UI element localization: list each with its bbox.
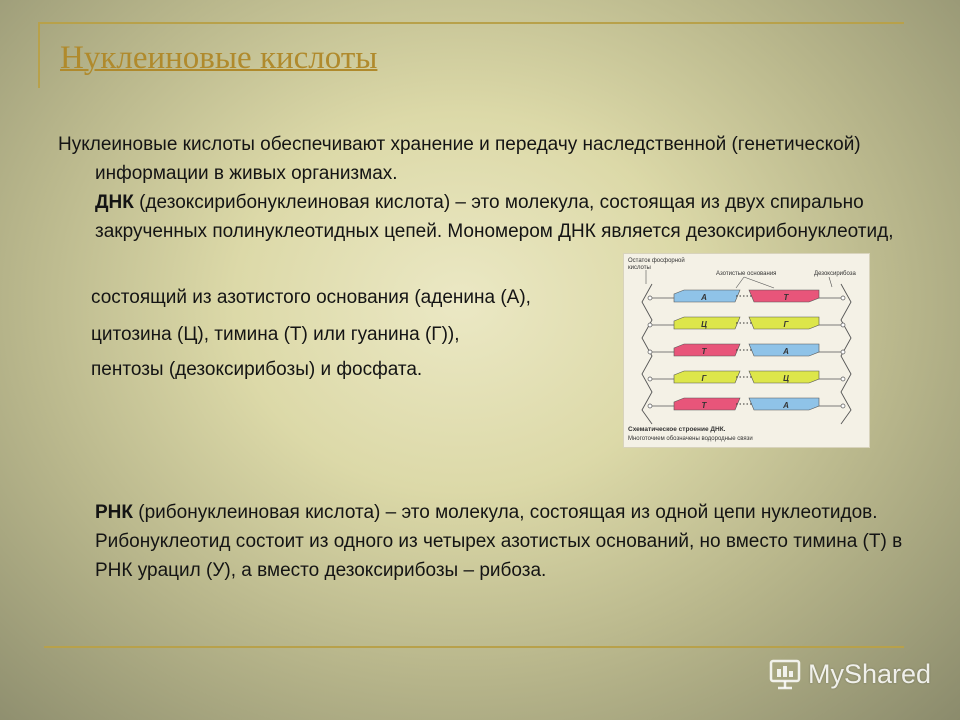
watermark-text: MyShared <box>808 658 932 689</box>
phosphate-right <box>841 323 845 327</box>
phosphate-right <box>841 404 845 408</box>
base-left-letter: Г <box>701 374 707 383</box>
label-deoxyribose: Дезоксирибоза <box>814 271 856 277</box>
phosphate-left <box>648 296 652 300</box>
pointer-base-right <box>744 277 774 288</box>
base-left <box>674 398 740 410</box>
caption-line1: Схематическое строение ДНК. <box>628 426 726 433</box>
base-right-letter: А <box>783 401 789 410</box>
rna-label: РНК <box>95 502 133 523</box>
base-left <box>674 317 740 329</box>
paragraph-rna <box>95 498 915 585</box>
bottom-rule <box>44 646 904 648</box>
dna-text: (дезоксирибонуклеиновая кислота) – это молекула, состоящая из двух спирально закрученных полинуклеотидных цепей. Мономером ДНК является дезоксирибонуклеотид, <box>95 192 894 242</box>
dna-diagram-svg <box>624 254 869 447</box>
base-left <box>674 290 740 302</box>
base-left-letter: Т <box>701 401 707 410</box>
pointer-sugar <box>829 277 832 287</box>
base-right-letter: Г <box>783 320 789 329</box>
base-left-letter: А <box>701 293 707 302</box>
presentation-icon <box>768 657 802 691</box>
line-bases-list: цитозина (Ц), тимина (Т) или гуанина (Г)), <box>91 324 460 345</box>
phosphate-left <box>648 377 652 381</box>
phosphate-right <box>841 350 845 354</box>
left-rule <box>38 22 40 88</box>
pointer-base-left <box>736 277 744 288</box>
base-left-letter: Т <box>701 347 707 356</box>
base-left <box>674 371 740 383</box>
base-left <box>674 344 740 356</box>
intro-text: Нуклеиновые кислоты обеспечивают хранение и передачу наследственной (генетической) информации в живых организмах. <box>58 134 861 184</box>
label-phosphate-line2: кислоты <box>628 265 651 271</box>
top-rule <box>38 22 904 24</box>
line-pentose: пентозы (дезоксирибозы) и фосфата. <box>91 359 423 380</box>
paragraph-nucleic-acids <box>58 130 935 246</box>
label-nitrogen-bases: Азотистые основания <box>716 271 777 277</box>
phosphate-left <box>648 323 652 327</box>
caption-line2: Многоточием обозначены водородные связи <box>628 436 753 442</box>
base-left-letter: Ц <box>701 320 707 329</box>
line-nitrogen-base: состоящий из азотистого основания (аденина (А), <box>91 287 531 308</box>
dna-label: ДНК <box>95 192 134 213</box>
watermark <box>768 655 931 693</box>
slide-title: Нуклеиновые кислоты <box>60 40 378 76</box>
rna-text: (рибонуклеиновая кислота) – это молекула, состоящая из одной цепи нуклеотидов. Рибонуклеотид состоит из одного из четырех азотистых оснований, но вместо тимина (Т) в РНК урацил (У), а вместо дезоксирибозы – рибоза. <box>95 502 903 581</box>
phosphate-left <box>648 350 652 354</box>
phosphate-right <box>841 296 845 300</box>
dna-diagram <box>623 253 870 448</box>
label-phosphate-line1: Остаток фосфорной <box>628 258 685 264</box>
base-pairs <box>648 290 845 410</box>
base-right-letter: Т <box>783 293 789 302</box>
phosphate-right <box>841 377 845 381</box>
base-right-letter: А <box>783 347 789 356</box>
phosphate-left <box>648 404 652 408</box>
base-right-letter: Ц <box>783 374 789 383</box>
